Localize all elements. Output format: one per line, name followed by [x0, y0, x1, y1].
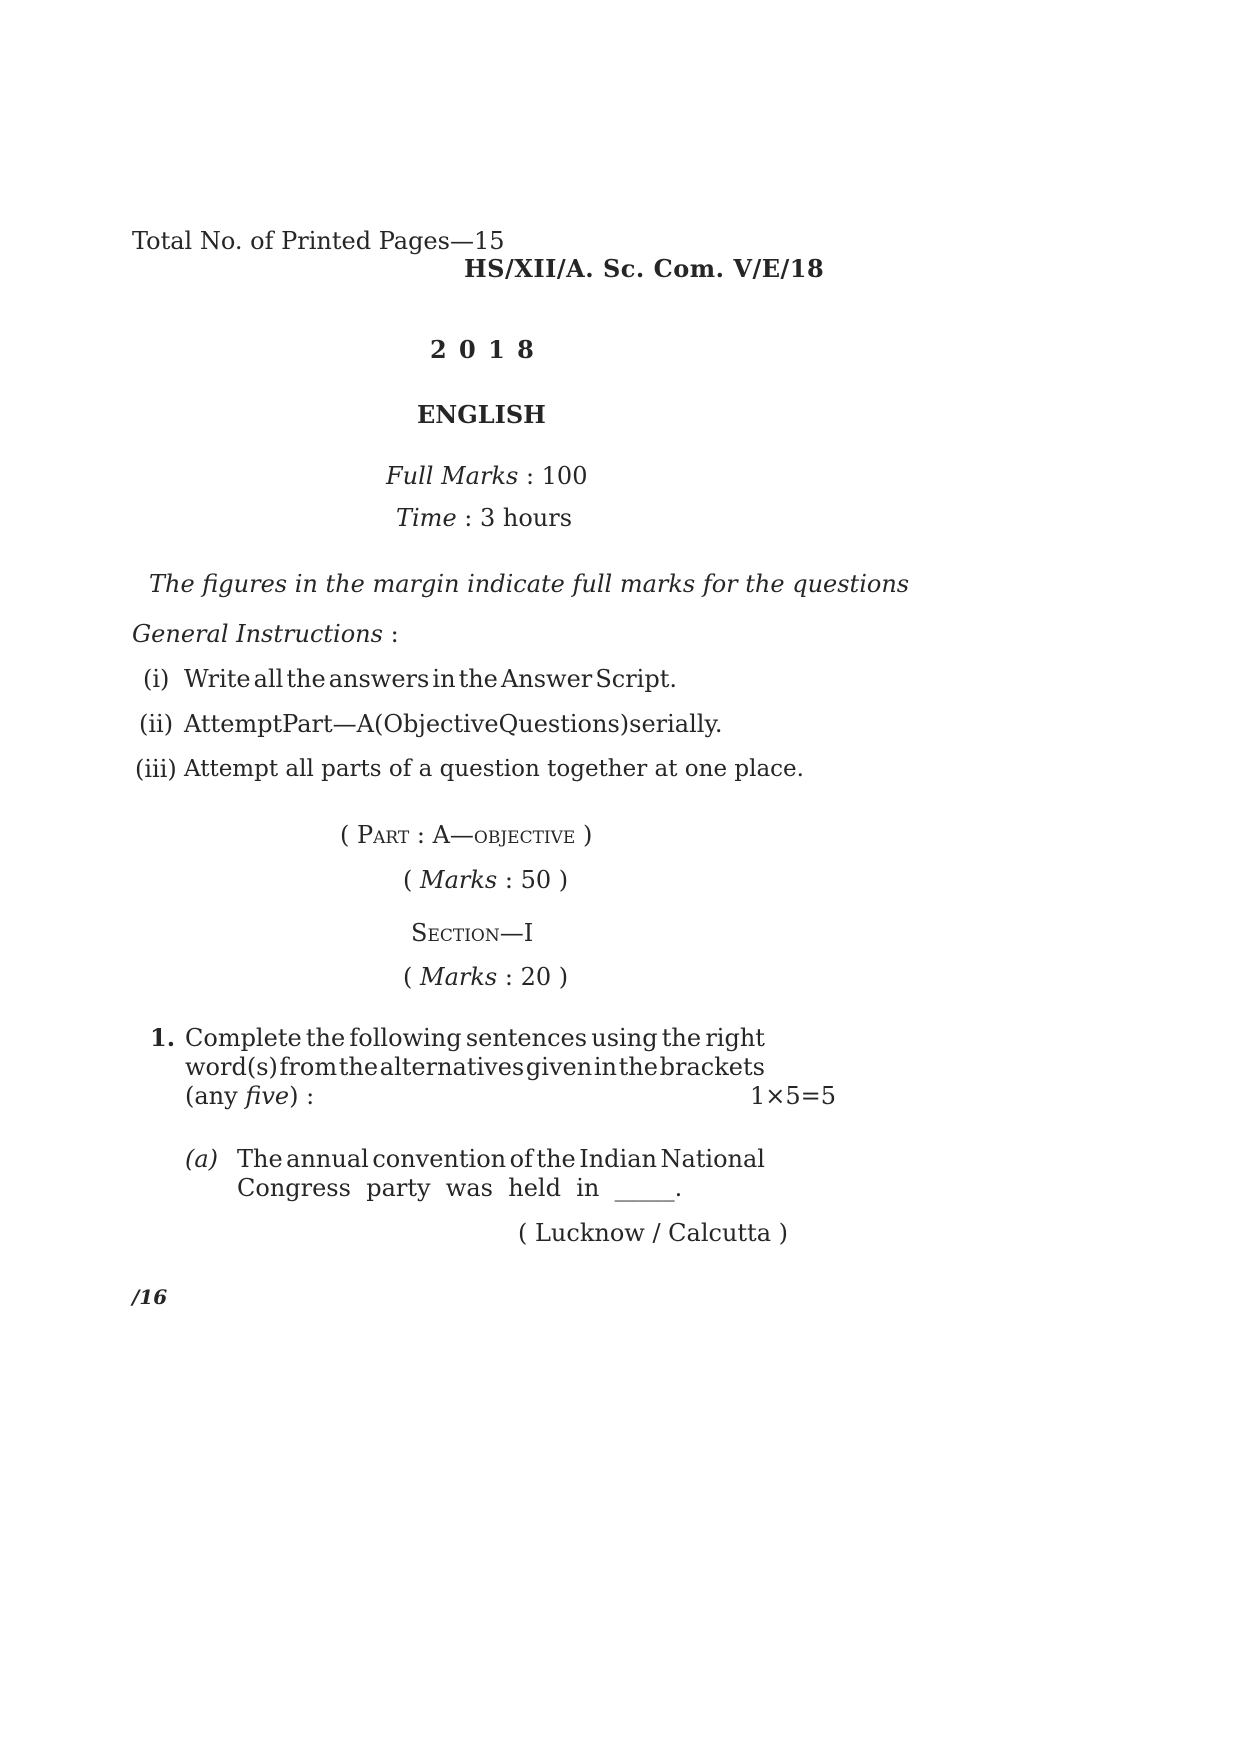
paper-code: HS/XII/A. Sc. Com. V/E/18 [464, 254, 825, 283]
word: the [305, 1024, 346, 1052]
word: following [349, 1024, 462, 1052]
word: convention [372, 1145, 507, 1173]
word: the [286, 665, 326, 693]
section-heading: Section—I [411, 919, 534, 947]
section-marks-value: : 20 ) [497, 963, 569, 991]
question-line [185, 1052, 765, 1082]
part-a-marks [403, 865, 568, 895]
word: the [661, 1024, 702, 1052]
word: using [591, 1024, 658, 1052]
word: the [338, 1053, 379, 1081]
subquestion-options: ( Lucknow / Calcutta ) [518, 1219, 788, 1247]
word: given [525, 1053, 593, 1081]
word: Script. [595, 665, 677, 693]
instruction-item [184, 709, 723, 739]
printed-pages-note: Total No. of Printed Pages—15 [132, 227, 505, 255]
word: (Objective [374, 710, 499, 738]
word: the [458, 665, 498, 693]
section-marks [403, 962, 568, 992]
question-marks: 1×5=5 [750, 1082, 837, 1110]
instruction-item [184, 664, 677, 694]
section-marks-label: Marks [420, 963, 498, 991]
full-marks-value: : 100 [518, 462, 588, 490]
word: in [432, 665, 456, 693]
page-footer-code: /16 [132, 1285, 168, 1309]
word: the [536, 1145, 576, 1173]
part-a-marks-label: Marks [420, 866, 498, 894]
word: National [660, 1145, 765, 1173]
full-marks [386, 461, 587, 491]
question-line [185, 1023, 765, 1053]
section-marks-open: ( [403, 963, 420, 991]
part-a-marks-open: ( [403, 866, 420, 894]
word: annual [286, 1145, 369, 1173]
subquestion-line [237, 1144, 765, 1174]
instructions-heading-colon: : [382, 620, 399, 648]
word: right [705, 1024, 765, 1052]
instruction-item: Attempt all parts of a question together at one place. [184, 756, 804, 782]
word: Indian [579, 1145, 657, 1173]
word: The [237, 1145, 283, 1173]
word: all [253, 665, 284, 693]
word: word(s) [185, 1053, 278, 1081]
part-a-marks-value: : 50 ) [497, 866, 569, 894]
instruction-number: (i) [143, 665, 170, 693]
instruction-number: (iii) [135, 755, 177, 783]
part-a-heading: ( Part : A—objective ) [340, 821, 593, 849]
exam-year: 2 0 1 8 [430, 335, 536, 364]
word: sentences [465, 1024, 588, 1052]
word: of [509, 1145, 533, 1173]
time-label: Time [396, 504, 457, 532]
question-any-suffix: ) : [289, 1082, 315, 1110]
word: Answer [500, 665, 593, 693]
subquestion-line: Congress party was held in _____. [237, 1174, 683, 1202]
question-any-count: five [245, 1082, 290, 1110]
word: Part—A [282, 710, 374, 738]
time-value: : 3 hours [456, 504, 573, 532]
full-marks-label: Full Marks [386, 462, 519, 490]
instruction-number: (ii) [139, 710, 174, 738]
question-line [185, 1081, 314, 1111]
instructions-heading [132, 619, 399, 649]
word: answers [328, 665, 430, 693]
word: Questions) [498, 710, 630, 738]
word: serially. [629, 710, 723, 738]
instructions-heading-label: General Instructions [132, 620, 383, 648]
margin-note: The figures in the margin indicate full marks for the questions [149, 570, 910, 598]
word: alternatives [379, 1053, 525, 1081]
question-number: 1. [150, 1023, 176, 1052]
word: the [618, 1053, 658, 1081]
time-allowed [396, 503, 572, 533]
exam-subject: ENGLISH [417, 400, 546, 429]
word: brackets [659, 1053, 765, 1081]
subquestion-label: (a) [185, 1145, 219, 1173]
word: Write [184, 665, 251, 693]
question-any-prefix: (any [185, 1082, 246, 1110]
word: in [593, 1053, 617, 1081]
word: Complete [185, 1024, 302, 1052]
word: Attempt [184, 710, 283, 738]
word: from [279, 1053, 338, 1081]
